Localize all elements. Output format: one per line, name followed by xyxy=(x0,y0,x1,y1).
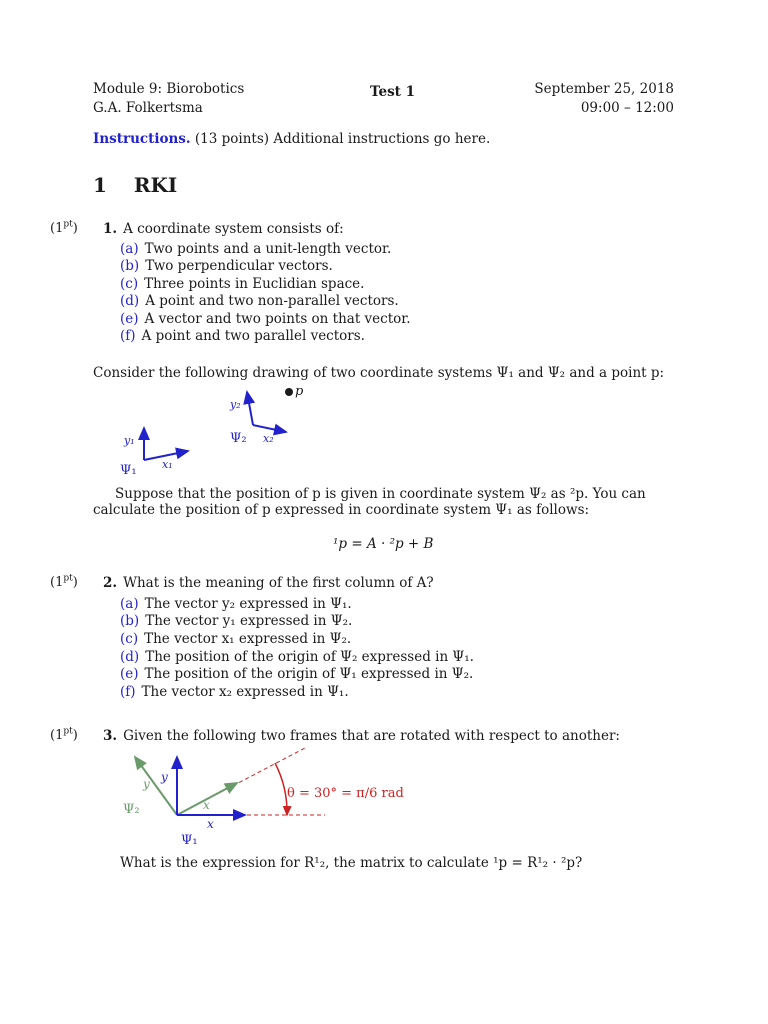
header-author: G.A. Folkertsma xyxy=(93,100,203,116)
answer-option[interactable]: (b) Two perpendicular vectors. xyxy=(120,258,333,274)
psi1-label: Ψ₁ xyxy=(120,463,137,478)
answer-option[interactable]: (e) A vector and two points on that vector. xyxy=(120,311,411,327)
instructions-points: (13 points) xyxy=(194,131,270,147)
question-points: $(1^{pt})$ xyxy=(50,726,78,743)
header-date: September 25, 2018 xyxy=(534,81,674,97)
consider-text: Consider the following drawing of two coordinate systems Ψ₁ and Ψ₂ and a point p: xyxy=(93,365,665,381)
answer-option[interactable]: (a) Two points and a unit-length vector. xyxy=(120,241,392,257)
x1-label: x xyxy=(207,817,214,831)
suppose-paragraph: Suppose that the position of p is given in coordinate system Ψ₂ as ²p. You can calculate the position of p expressed in coordinate system Ψ₁ as follows: xyxy=(93,486,646,518)
section-heading xyxy=(93,173,177,197)
section-number: 1 xyxy=(93,173,107,197)
answer-option[interactable]: (d) The position of the origin of Ψ₂ expressed in Ψ₁. xyxy=(120,649,474,665)
equation: ¹p = A · ²p + B xyxy=(333,536,434,552)
header-course: Module 9: Biorobotics xyxy=(93,81,245,97)
question-points: $(1^{pt})$ xyxy=(50,219,78,236)
coordinate-systems-figure xyxy=(110,380,330,480)
answer-option[interactable]: (f) The vector x₂ expressed in Ψ₁. xyxy=(120,684,349,700)
instructions-text: Additional instructions go here. xyxy=(273,131,491,147)
question-3-text: 3. Given the following two frames that are rotated with respect to another: xyxy=(103,728,620,744)
question-points: $(1^{pt})$ xyxy=(50,573,78,590)
question-2-text: 2. What is the meaning of the first column of A? xyxy=(103,575,434,591)
psi2-label: Ψ₂ xyxy=(230,431,247,446)
angle-label: θ = 30° = π/6 rad xyxy=(287,786,404,801)
answer-option[interactable]: (f) A point and two parallel vectors. xyxy=(120,328,365,344)
x2-label: x xyxy=(203,798,210,812)
x2-label: x₂ xyxy=(263,432,274,445)
y2-label: y xyxy=(143,777,150,791)
x1-label: x₁ xyxy=(162,458,173,471)
followup-question: What is the expression for R¹₂, the matrix to calculate ¹p = R¹₂ · ²p? xyxy=(120,855,583,871)
question-1-text: 1. A coordinate system consists of: xyxy=(103,221,344,237)
point-p xyxy=(285,388,293,396)
y1-label: y₁ xyxy=(124,434,135,447)
header-test-title: Test 1 xyxy=(370,84,416,100)
y1-label: y xyxy=(161,770,168,784)
psi2-label: Ψ₂ xyxy=(123,802,140,817)
instructions-label: Instructions. xyxy=(93,131,191,147)
section-title: RKI xyxy=(133,173,178,197)
header-time: 09:00 – 12:00 xyxy=(580,100,674,116)
psi1-label: Ψ₁ xyxy=(181,833,198,848)
answer-option[interactable]: (b) The vector y₁ expressed in Ψ₂. xyxy=(120,613,353,629)
y2-label: y₂ xyxy=(230,398,241,411)
answer-option[interactable]: (e) The position of the origin of Ψ₁ expressed in Ψ₂. xyxy=(120,666,474,682)
answer-option[interactable]: (a) The vector y₂ expressed in Ψ₁. xyxy=(120,596,352,612)
answer-option[interactable]: (d) A point and two non-parallel vectors. xyxy=(120,293,399,309)
answer-option[interactable]: (c) Three points in Euclidian space. xyxy=(120,276,365,292)
p-label: p xyxy=(295,384,304,399)
rotated-frames-figure xyxy=(115,745,415,850)
answer-option[interactable]: (c) The vector x₁ expressed in Ψ₂. xyxy=(120,631,352,647)
instructions xyxy=(93,131,490,147)
